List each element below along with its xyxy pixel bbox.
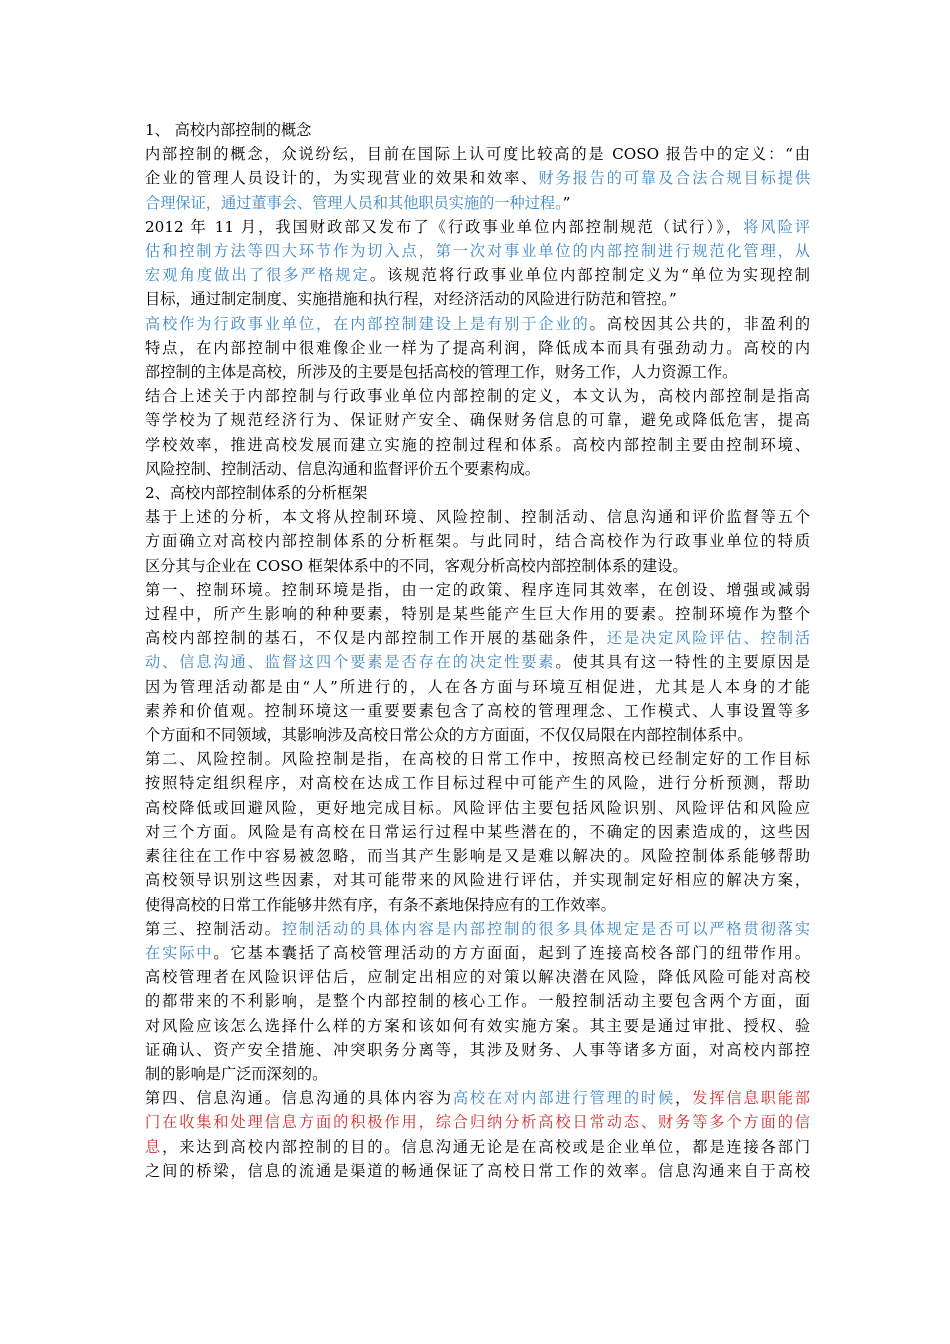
text-line (145, 457, 810, 481)
text-line (145, 336, 810, 360)
highlight-blue-text: 合理保证，通过董事会、管理人员和其他职员实施的一种过程。 (145, 193, 563, 212)
body-text: ，来达到高校内部控制的目的。信息沟通无论是在高校或是企业单位，都是连接各部门 (162, 1137, 811, 1156)
body-text: 高校降低或回避风险，更好地完成目标。风险评估主要包括风险识别、风险评估和风险应 (145, 798, 810, 817)
text-line (145, 650, 810, 674)
body-text: 等学校为了规范经济行为、保证财产安全、确保财务信息的可靠，避免或降低危害，提高 (145, 411, 810, 430)
body-text: 企业的管理人员设计的，为实现营业的效果和效率、 (145, 169, 539, 188)
body-text: 高校管理者在风险识评估后，应制定出相应的对策以解决潜在风险，降低风险可能对高校 (145, 968, 810, 987)
body-text: 方面确立对高校内部控制体系的分析框架。与此同时，结合高校作为行政事业单位的特质 (145, 532, 810, 551)
text-line (145, 481, 810, 505)
text-line (145, 529, 810, 553)
text-line (145, 820, 810, 844)
text-line (145, 142, 810, 166)
body-text: 。它基本囊括了高校管理活动的方方面面，起到了连接高校各部门的纽带作用。 (213, 943, 811, 962)
body-text: 的都带来的不利影响，是整个内部控制的核心工作。一般控制活动主要包含两个方面，面 (145, 992, 810, 1011)
body-text: 风险控制、控制活动、信息沟通和监督评价五个要素构成。 (145, 459, 540, 478)
body-text: 。高校因其公共的，非盈利的 (589, 314, 811, 333)
highlight-red-text: 发挥信息职能部 (692, 1089, 811, 1108)
text-line (145, 239, 810, 263)
body-text: 内部控制的概念，众说纷纭，目前在国际上认可度比较高的是 COSO 报告中的定义：“由 (145, 145, 810, 164)
text-line (145, 1159, 810, 1183)
text-line (145, 1135, 810, 1159)
text-line (145, 263, 810, 287)
text-line (145, 989, 810, 1013)
text-line (145, 166, 810, 190)
text-line (145, 965, 810, 989)
text-line (145, 699, 810, 723)
body-text: 。该规范将行政事业单位内部控制定义为“单位为实现控制 (369, 266, 810, 285)
body-text: ， (675, 1089, 693, 1108)
highlight-blue-text: 高校作为行政事业单位，在内部控制建设上是有别于企业的 (145, 314, 590, 333)
text-line (145, 844, 810, 868)
body-text: 第三、控制活动。 (145, 919, 282, 938)
text-line (145, 384, 810, 408)
body-text: 。使其具有这一特性的主要原因是 (555, 653, 811, 672)
text-line (145, 747, 810, 771)
text-line (145, 578, 810, 602)
text-line (145, 626, 810, 650)
text-line (145, 1086, 810, 1110)
highlight-blue-text: 估和控制方法等四大环节作为切入点，第一次对事业单位的内部控制进行规范化管理，从 (145, 242, 810, 261)
text-line (145, 723, 810, 747)
text-line (145, 1038, 810, 1062)
body-text: 第四、信息沟通。信息沟通的具体内容为 (145, 1089, 453, 1108)
body-text: 2012 年 11 月，我国财政部又发布了《行政事业单位内部控制规范（试行）》， (145, 217, 744, 236)
text-line (145, 796, 810, 820)
document-body (145, 118, 810, 1183)
body-text: 因为管理活动都是由“人”所进行的，人在各方面与环境互相促进，尤其是人本身的才能 (145, 677, 810, 696)
body-text: 结合上述关于内部控制与行政事业单位内部控制的定义，本文认为，高校内部控制是指高 (145, 387, 810, 406)
text-line (145, 675, 810, 699)
text-line (145, 868, 810, 892)
text-line (145, 360, 810, 384)
text-line (145, 312, 810, 336)
text-line (145, 1062, 810, 1086)
highlight-blue-text: 财务报告的可靠及合法合规目标提供 (538, 169, 811, 188)
highlight-blue-text: 还是决定风险评估、控制活 (606, 629, 811, 648)
body-text: 使得高校的日常工作能够井然有序，有条不紊地保持应有的工作效率。 (145, 895, 616, 914)
highlight-blue-text: 宏观角度做出了很多严格规定 (145, 266, 370, 285)
body-text: 素往往在工作中容易被忽略，而当其产生影响是又是难以解决的。风险控制体系能够帮助 (145, 847, 810, 866)
text-line (145, 917, 810, 941)
text-line (145, 433, 810, 457)
body-text: 基于上述的分析，本文将从控制环境、风险控制、控制活动、信息沟通和评价监督等五个 (145, 508, 810, 527)
text-line (145, 941, 810, 965)
body-text: 2、高校内部控制体系的分析框架 (145, 484, 368, 503)
text-line (145, 287, 810, 311)
body-text: 对风险应该怎么选择什么样的方案和该如何有效实施方案。其主要是通过审批、授权、验 (145, 1016, 810, 1035)
body-text: 素养和价值观。控制环境这一重要要素包含了高校的管理理念、工作模式、人事设置等多 (145, 701, 810, 720)
text-line (145, 191, 810, 215)
body-text: 高校领导识别这些因素，对其可能带来的风险进行评估，并实现制定好相应的解决方案， (145, 871, 810, 890)
highlight-blue-text: 动、信息沟通、监督这四个要素是否存在的决定性要素 (145, 653, 556, 672)
body-text: 特点，在内部控制中很难像企业一样为了提高利润，降低成本而具有强劲动力。高校的内 (145, 338, 810, 357)
text-line (145, 1014, 810, 1038)
body-text: 目标，通过制定制度、实施措施和执行程，对经济活动的风险进行防范和管控。” (145, 290, 677, 309)
text-line (145, 118, 810, 142)
body-text: 第二、风险控制。风险控制是指，在高校的日常工作中，按照高校已经制定好的工作目标 (145, 750, 810, 769)
body-text: ” (562, 193, 571, 212)
text-line (145, 215, 810, 239)
body-text: 之间的桥梁，信息的流通是渠道的畅通保证了高校日常工作的效率。信息沟通来自于高校 (145, 1161, 810, 1180)
body-text: 第一、控制环境。控制环境是指，由一定的政策、程序连同其效率，在创设、增强或减弱 (145, 580, 810, 599)
highlight-blue-text: 控制活动的具体内容是内部控制的很多具体规定是否可以严格贯彻落实 (281, 919, 811, 938)
body-text: 制的影响是广泛而深刻的。 (145, 1064, 328, 1083)
highlight-blue-text: 高校在对内部进行管理的时候 (452, 1089, 676, 1108)
body-text: 1、 高校内部控制的概念 (145, 121, 312, 139)
body-text: 证确认、资产安全措施、冲突职务分离等，其涉及财务、人事等诸多方面，对高校内部控 (145, 1040, 810, 1059)
text-line (145, 893, 810, 917)
body-text: 高校内部控制的基石，不仅是内部控制工作开展的基础条件， (145, 629, 607, 648)
body-text: 部控制的主体是高校，所涉及的主要是包括高校的管理工作，财务工作，人力资源工作。 (145, 363, 738, 382)
highlight-blue-text: 将风险评 (743, 217, 811, 236)
highlight-red-text: 息 (145, 1137, 163, 1156)
body-text: 按照特定组织程序，对高校在达成工作目标过程中可能产生的风险，进行分析预测，帮助 (145, 774, 810, 793)
highlight-blue-text: 在实际中 (145, 943, 214, 962)
text-line (145, 554, 810, 578)
text-line (145, 602, 810, 626)
body-text: 学校效率，推进高校发展而建立实施的控制过程和体系。高校内部控制主要由控制环境、 (145, 435, 810, 454)
text-line (145, 1110, 810, 1134)
highlight-red-text: 门在收集和处理信息方面的积极作用，综合归纳分析高校日常动态、财务等多个方面的信 (145, 1113, 810, 1132)
body-text: 个方面和不同领域，其影响涉及高校日常公众的方方面面，不仅仅局限在内部控制体系中。 (145, 726, 753, 745)
body-text: 对三个方面。风险是有高校在日常运行过程中某些潜在的，不确定的因素造成的，这些因 (145, 822, 810, 841)
text-line (145, 771, 810, 795)
body-text: 区分其与企业在 COSO 框架体系中的不同，客观分析高校内部控制体系的建设。 (145, 556, 688, 575)
body-text: 过程中，所产生影响的种种要素，特别是某些能产生巨大作用的要素。控制环境作为整个 (145, 605, 810, 624)
text-line (145, 505, 810, 529)
text-line (145, 408, 810, 432)
